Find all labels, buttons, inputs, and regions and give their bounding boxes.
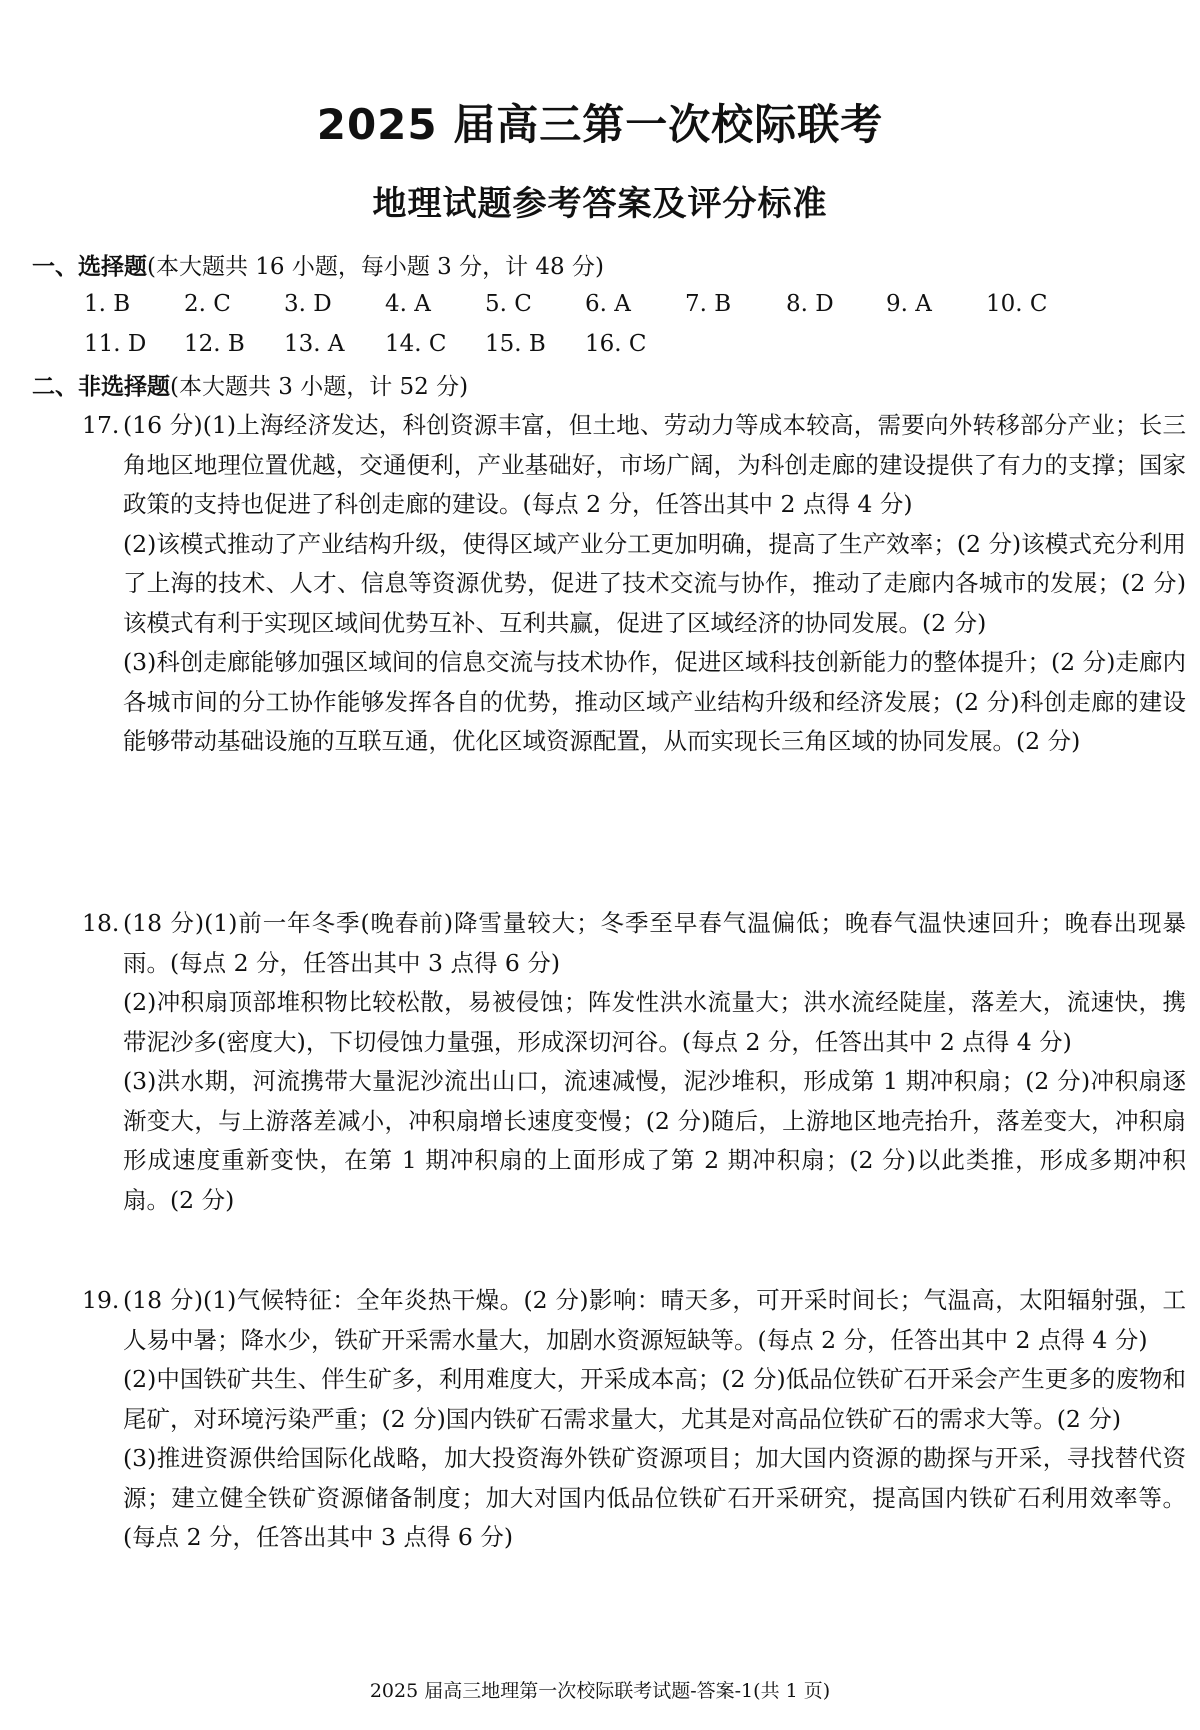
answer-part: (2)该模式推动了产业结构升级，使得区域产业分工更加明确，提高了生产效率；(2 分)该模式充分利用了上海的技术、人才、信息等资源优势，促进了技术交流与协作，推动了走廊内各城市的发展；(2 分)该模式有利于实现区域间优势互补、互利共赢，促进了区域经济的协同发展。(2 分) bbox=[123, 529, 1186, 637]
choice-answer: 9. A bbox=[886, 291, 932, 317]
choice-answer: 8. D bbox=[786, 291, 834, 317]
choice-answer: 2. C bbox=[184, 291, 231, 317]
page-subtitle: 地理试题参考答案及评分标准 bbox=[372, 184, 828, 224]
answer-part: (2)冲积扇顶部堆积物比较松散，易被侵蚀；阵发性洪水流量大；洪水流经陡崖，落差大，流速快，携带泥沙多(密度大)，下切侵蚀力量强，形成深切河谷。(每点 2 分，任答出其中 2 点得 4 分) bbox=[123, 988, 1186, 1056]
question-number: 19. bbox=[82, 1286, 120, 1314]
answer-part: (3)科创走廊能够加强区域间的信息交流与技术协作，促进区域科技创新能力的整体提升；(2 分)走廊内各城市间的分工协作能够发挥各自的优势，推动区域产业结构升级和经济发展；(2 分)科创走廊的建设能够带动基础设施的互联互通，优化区域资源配置，从而实现长三角区域的协同发展。(2 分) bbox=[123, 648, 1186, 755]
choice-answer: 3. D bbox=[284, 291, 332, 317]
choice-answer: 15. B bbox=[485, 331, 546, 357]
choice-answer: 5. C bbox=[485, 291, 532, 317]
choice-answer: 1. B bbox=[84, 291, 131, 317]
choice-answer: 6. A bbox=[585, 291, 631, 317]
answer-part: (16 分)(1)上海经济发达，科创资源丰富，但土地、劳动力等成本较高，需要向外转移部分产业；长三角地区地理位置优越，交通便利，产业基础好，市场广阔，为科创走廊的建设提供了有力的支撑；国家政策的支持也促进了科创走廊的建设。(每点 2 分，任答出其中 2 点得 4 分) bbox=[123, 411, 1186, 518]
choice-answer: 4. A bbox=[385, 291, 431, 317]
question-number: 17. bbox=[82, 411, 120, 439]
choice-answer: 14. C bbox=[385, 331, 447, 357]
answer-part: (18 分)(1)气候特征：全年炎热干燥。(2 分)影响：晴天多，可开采时间长；气温高，太阳辐射强，工人易中暑；降水少，铁矿开采需水量大，加剧水资源短缺等。(每点 2 分，任答出其中 2 点得 4 分) bbox=[123, 1286, 1186, 1354]
answer-part: (2)中国铁矿共生、伴生矿多，利用难度大，开采成本高；(2 分)低品位铁矿石开采会产生更多的废物和尾矿，对环境污染严重；(2 分)国内铁矿石需求量大，尤其是对高品位铁矿石的需求大等。(2 分) bbox=[123, 1365, 1186, 1433]
page-footer: 2025 届高三地理第一次校际联考试题-答案-1(共 1 页) bbox=[369, 1680, 831, 1702]
question-number: 18. bbox=[82, 909, 120, 937]
section-2-heading bbox=[32, 370, 468, 404]
section-1-name: 一、选择题 bbox=[32, 254, 147, 280]
choice-answers-row-1 bbox=[0, 286, 1200, 322]
question-18 bbox=[82, 904, 1186, 1220]
choice-answers-row-2 bbox=[0, 326, 1200, 362]
section-1-heading bbox=[32, 250, 604, 284]
choice-answer: 10. C bbox=[986, 291, 1048, 317]
answer-part: (3)洪水期，河流携带大量泥沙流出山口，流速减慢，泥沙堆积，形成第 1 期冲积扇；(2 分)冲积扇逐渐变大，与上游落差减小，冲积扇增长速度变慢；(2 分)随后，上游地区地壳抬升，落差变大，冲积扇形成速度重新变快，在第 1 期冲积扇的上面形成了第 2 期冲积扇；(2 分)以此类推，形成多期冲积扇。(2 分) bbox=[123, 1067, 1186, 1214]
choice-answer: 11. D bbox=[84, 331, 147, 357]
choice-answer: 13. A bbox=[284, 331, 345, 357]
section-2-name: 二、非选择题 bbox=[32, 374, 170, 400]
question-17 bbox=[82, 406, 1186, 762]
question-19 bbox=[82, 1281, 1186, 1558]
choice-answer: 7. B bbox=[685, 291, 732, 317]
choice-answer: 12. B bbox=[184, 331, 245, 357]
answer-part: (3)推进资源供给国际化战略，加大投资海外铁矿资源项目；加大国内资源的勘探与开采，寻找替代资源；建立健全铁矿资源储备制度；加大对国内低品位铁矿石开采研究，提高国内铁矿石利用效率等。(每点 2 分，任答出其中 3 点得 6 分) bbox=[123, 1444, 1186, 1551]
answer-part: (18 分)(1)前一年冬季(晚春前)降雪量较大；冬季至早春气温偏低；晚春气温快速回升；晚春出现暴雨。(每点 2 分，任答出其中 3 点得 6 分) bbox=[123, 909, 1186, 977]
choice-answer: 16. C bbox=[585, 331, 647, 357]
section-2-note: (本大题共 3 小题，计 52 分) bbox=[170, 374, 469, 400]
page-title: 2025 届高三第一次校际联考 bbox=[316, 100, 884, 149]
section-1-note: (本大题共 16 小题，每小题 3 分，计 48 分) bbox=[147, 254, 604, 280]
